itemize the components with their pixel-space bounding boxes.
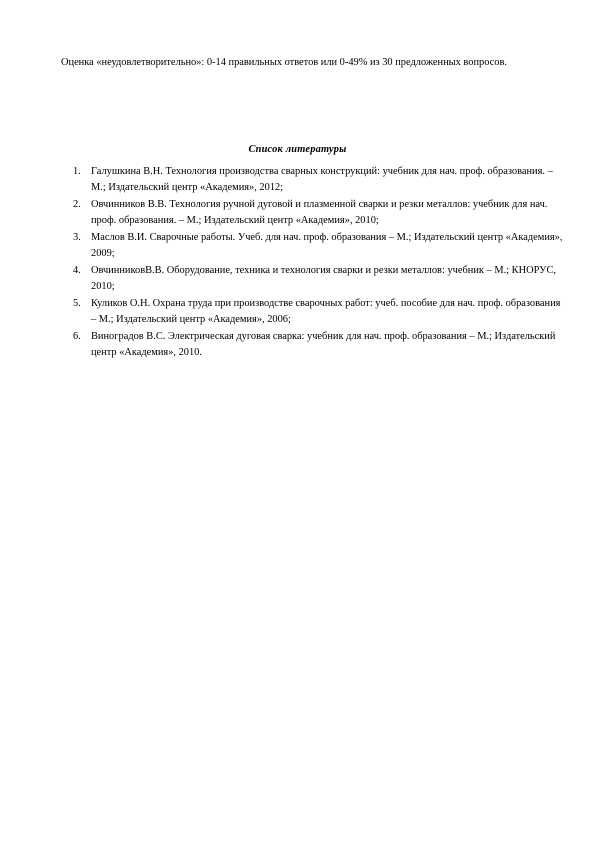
list-item-number: 1. (73, 166, 81, 177)
list-item-text: ОвчинниковВ.В. Оборудование, техника и технология сварки и резки металлов: учебник – М.; КНОРУС, 2010; (91, 265, 556, 292)
list-item-number: 6. (73, 331, 81, 342)
list-item-number: 2. (73, 199, 81, 210)
list-item (73, 230, 563, 262)
grade-criteria-text: Оценка «неудовлетворительно»: 0-14 правильных ответов или 0-49% из 30 предложенных вопросов. (61, 57, 507, 68)
list-item-text: Овчинников В.В. Технология ручной дуговой и плазменной сварки и резки металлов: учебник для нач. проф. образования. – М.; Издательский центр «Академия», 2010; (91, 199, 548, 226)
list-item (73, 164, 563, 196)
list-item (73, 197, 563, 229)
list-item-number: 5. (73, 298, 81, 309)
list-item (73, 329, 563, 361)
list-item-text: Куликов О.Н. Охрана труда при производстве сварочных работ: учеб. пособие для нач. проф. образования – М.; Издательский центр «Академия», 2006; (91, 298, 561, 325)
list-item (73, 296, 563, 328)
list-item-text: Маслов В.И. Сварочные работы. Учеб. для нач. проф. образования – М.; Издательский центр «Академия», 2009; (91, 232, 563, 259)
list-item-number: 4. (73, 265, 81, 276)
list-item-number: 3. (73, 232, 81, 243)
list-item-text: Галушкина В.Н. Технология производства сварных конструкций: учебник для нач. проф. образования. – М.; Издательский центр «Академия», 2012; (91, 166, 553, 193)
list-item-text: Виноградов В.С. Электрическая дуговая сварка: учебник для нач. проф. образования – М.; Издательский центр «Академия», 2010. (91, 331, 556, 358)
list-item (73, 263, 563, 295)
bibliography-heading: Список литературы (248, 144, 347, 155)
bibliography-list (73, 164, 563, 362)
